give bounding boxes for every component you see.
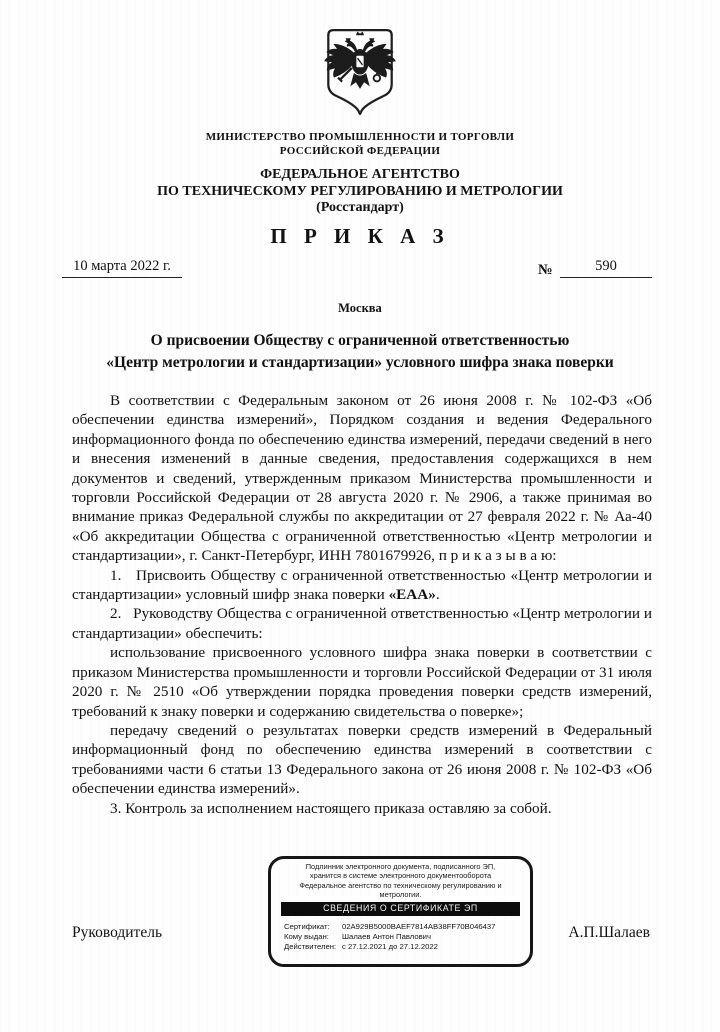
validity-value: с 27.12.2021 до 27.12.2022 xyxy=(342,942,438,952)
document-title xyxy=(60,330,660,374)
agency-line-2: ПО ТЕХНИЧЕСКОМУ РЕГУЛИРОВАНИЮ И МЕТРОЛОГИИ xyxy=(157,183,563,199)
stamp-header-line-2: хранится в системе электронного документооборота xyxy=(309,871,492,881)
item-1-period: . xyxy=(435,586,440,604)
order-body xyxy=(72,391,652,818)
agency-line-3: (Росстандарт) xyxy=(316,200,404,215)
stamp-header-line-3: Федеральное агентство по техническому регулированию и xyxy=(299,880,502,890)
certificate-label: Сертификат: xyxy=(284,921,330,931)
agency-line-1: ФЕДЕРАЛЬНОЕ АГЕНТСТВО xyxy=(260,167,460,182)
electronic-signature-stamp xyxy=(268,856,533,967)
ministry-line-2: РОССИЙСКОЙ ФЕДЕРАЦИИ xyxy=(279,144,441,157)
signature-row xyxy=(72,921,650,942)
stamp-header xyxy=(271,859,530,899)
agency-header xyxy=(0,167,720,217)
paragraph-item-1 xyxy=(72,566,652,605)
document-title-line-2: «Центр метрологии и стандартизации» условного шифра знака поверки xyxy=(106,354,614,371)
order-number: 590 xyxy=(560,258,652,278)
date-number-row xyxy=(0,258,720,284)
issued-to-value: Шалаев Антон Павлович xyxy=(342,931,431,941)
number-sign: № xyxy=(538,262,553,278)
issued-to-label: Кому выдан: xyxy=(284,931,329,941)
document-title-line-1: О присвоении Обществу с ограниченной ответственностью xyxy=(150,332,570,349)
city-label: Москва xyxy=(338,301,382,315)
paragraph-preamble: В соответствии с Федеральным законом от 26 июня 2008 г. № 102-ФЗ «Об обеспечении единства измерений», Порядком создания и ведения Федерального информационного фонда по обеспечению единства измерений, передачи сведений в него и внесения изменений в данные сведения, предоставления содержащихся в нем документов и сведений, утвержденным приказом Министерства промышленности и торговли Российской Федерации от 28 августа 2020 г. № 2906, а также принимая во внимание приказ Федеральной службы по аккредитации от 27 февраля 2022 г. № Аа-40 «Об аккредитации Общества с ограниченной ответственностью «Центр метрологии и стандартизации», г. Санкт-Петербург, ИНН 7801679926, п р и к а з ы в а ю: xyxy=(72,392,652,565)
order-date: 10 марта 2022 г. xyxy=(62,258,182,278)
stamp-header-line-1: Подлинник электронного документа, подписанного ЭП, xyxy=(305,862,496,871)
item-1-text: 1. Присвоить Обществу с ограниченной ответственностью «Центр метрологии и стандартизации» условный шифр знака поверки xyxy=(72,566,652,604)
stamp-certificate-bar: СВЕДЕНИЯ О СЕРТИФИКАТЕ ЭП xyxy=(281,902,520,916)
paragraph-item-2: 2. Руководству Общества с ограниченной ответственностью «Центр метрологии и стандартизации» обеспечить: xyxy=(72,605,652,642)
document-type-heading: П Р И К А З xyxy=(270,224,450,248)
certificate-value: 02A929B5000BAEF7814AB38FF70B046437 xyxy=(342,921,496,931)
ministry-header xyxy=(0,131,720,158)
signatory-position: Руководитель xyxy=(72,924,163,941)
validity-row xyxy=(284,942,530,952)
paragraph-item-2b: передачу сведений о результатах поверки средств измерений в Федеральный информационный фонд по обеспечению единства измерений в соответствии с требованиями части 6 статьи 13 Федерального закона от 26 июня 2008 г. № 102-ФЗ «Об обеспечении единства измерений». xyxy=(72,721,652,798)
paragraph-item-2a: использование присвоенного условного шифра знака поверки в соответствии с приказом Министерства промышленности и торговли Российской Федерации от 31 июля 2020 г. № 2510 «Об утверждении порядка проведения поверки средств измерений, требований к знаку поверки и содержанию свидетельства о поверке»; xyxy=(72,644,652,720)
validity-label: Действителен: xyxy=(284,942,337,952)
double-headed-eagle-icon xyxy=(319,26,401,118)
ministry-line-1: МИНИСТЕРСТВО ПРОМЫШЛЕННОСТИ И ТОРГОВЛИ xyxy=(205,131,515,143)
russian-coat-of-arms-emblem xyxy=(0,26,720,118)
paragraph-item-3: 3. Контроль за исполнением настоящего приказа оставляю за собой. xyxy=(110,799,552,817)
stamp-header-line-4: метрологии. xyxy=(379,889,422,899)
cipher-code: «ЕАА» xyxy=(388,586,436,604)
signatory-name: А.П.Шалаев xyxy=(568,924,650,941)
